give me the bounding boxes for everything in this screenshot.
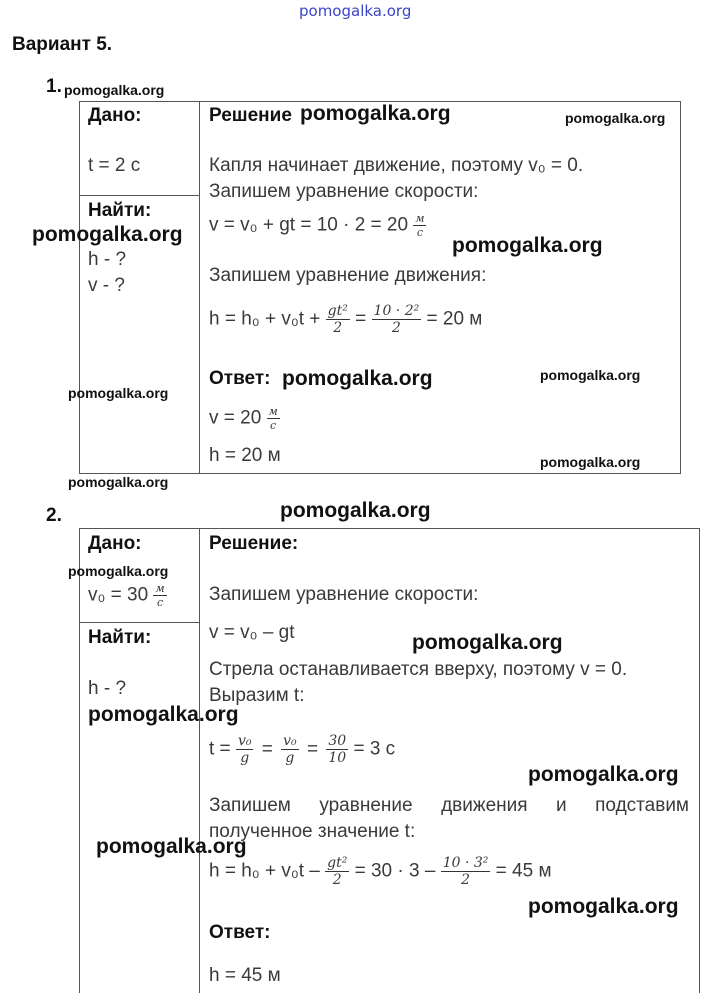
watermark: pomogalka.org xyxy=(540,454,641,470)
fraction-denominator: 2 xyxy=(391,320,401,336)
problem2-answer-label: Ответ: xyxy=(209,922,271,943)
fraction-denominator: 2 xyxy=(333,320,343,336)
watermark: pomogalka.org xyxy=(32,223,183,246)
page-title: Вариант 5. xyxy=(12,34,113,55)
watermark: pomogalka.org xyxy=(528,763,679,786)
equation-text: = xyxy=(355,308,367,330)
answer-text: v = 20 xyxy=(209,407,262,429)
watermark: pomogalka.org xyxy=(68,474,169,490)
problem2-find-h: h - ? xyxy=(88,678,127,699)
fraction-denominator: 2 xyxy=(461,872,470,888)
fraction-denominator: с xyxy=(416,226,423,239)
problem1-line3: Запишем уравнение движения: xyxy=(209,265,487,286)
problem2-line2: Стрела останавливается вверху, поэтому v = 0. xyxy=(209,659,628,680)
problem2-line4: Запишем уравнение движения и подставим xyxy=(209,795,689,816)
watermark: pomogalka.org xyxy=(540,367,641,383)
problem2-solution-label: Решение: xyxy=(209,533,299,554)
problem2-given-value xyxy=(88,582,167,609)
problem2-answer-h: h = 45 м xyxy=(209,965,281,986)
fraction xyxy=(326,733,348,766)
problem1-line2: Запишем уравнение скорости: xyxy=(209,181,479,202)
equation-text: h = h₀ + v₀t – xyxy=(209,860,320,882)
fraction-denominator: с xyxy=(156,596,164,609)
fraction-numerator: 30 xyxy=(328,733,347,749)
watermark: pomogalka.org xyxy=(528,895,679,918)
problem1-find-h: h - ? xyxy=(88,249,127,270)
fraction-numerator: м xyxy=(155,582,165,595)
problem1-answer-v xyxy=(209,405,280,432)
equation-text: h = h₀ + v₀t + xyxy=(209,308,321,330)
equation-text: = 30 · 3 – xyxy=(354,860,436,882)
fraction xyxy=(441,855,491,888)
watermark: pomogalka.org xyxy=(300,102,451,125)
fraction-numerator: v₀ xyxy=(237,733,252,749)
fraction-numerator: м xyxy=(415,212,425,225)
fraction-denominator: 10 xyxy=(328,750,347,766)
fraction-numerator: gt² xyxy=(327,855,348,871)
unit-fraction xyxy=(413,212,426,239)
fraction-numerator: м xyxy=(268,405,278,418)
watermark: pomogalka.org xyxy=(88,703,239,726)
watermark: pomogalka.org xyxy=(282,367,433,390)
watermark: pomogalka.org xyxy=(412,631,563,654)
problem2-find-label: Найти: xyxy=(88,627,152,648)
fraction-numerator: 10 · 3² xyxy=(442,855,489,871)
fraction-denominator: 2 xyxy=(332,872,342,888)
problem1-number: 1. xyxy=(46,76,62,97)
fraction xyxy=(236,733,254,766)
problem1-find-label: Найти: xyxy=(88,200,152,221)
fraction-denominator: g xyxy=(285,750,295,766)
fraction xyxy=(325,855,349,888)
equation-text: v = v₀ + gt = 10 · 2 = 20 xyxy=(209,214,409,236)
fraction xyxy=(281,733,299,766)
fraction-denominator: g xyxy=(240,750,250,766)
problem2-line1: Запишем уравнение скорости: xyxy=(209,584,479,605)
fraction-denominator: с xyxy=(270,419,277,432)
watermark: pomogalka.org xyxy=(280,499,431,522)
watermark: pomogalka.org xyxy=(452,234,603,257)
problem2-number: 2. xyxy=(46,505,62,526)
fraction-numerator: gt² xyxy=(327,303,348,319)
equation-text: = 45 м xyxy=(495,860,552,882)
problem2-line3: Выразим t: xyxy=(209,685,305,706)
problem2-line5: полученное значение t: xyxy=(209,821,416,842)
watermark: pomogalka.org xyxy=(565,110,666,126)
problem2-given-label: Дано: xyxy=(88,533,142,554)
problem1-answer-h: h = 20 м xyxy=(209,445,281,466)
problem1-line1: Капля начинает движение, поэтому v₀ = 0. xyxy=(209,155,584,176)
fraction xyxy=(326,303,350,336)
problem1-solution-label: Решение xyxy=(209,105,292,126)
given-text: v₀ = 30 xyxy=(88,584,149,606)
problem2-eq1: v = v₀ – gt xyxy=(209,622,295,643)
watermark-top: pomogalka.org xyxy=(299,2,412,20)
watermark: pomogalka.org xyxy=(96,835,247,858)
problem2-equation-motion xyxy=(209,855,552,888)
fraction-numerator: v₀ xyxy=(283,733,297,749)
watermark: pomogalka.org xyxy=(68,385,169,401)
equation-text: t = xyxy=(209,738,231,760)
problem1-given-value: t = 2 с xyxy=(88,155,141,176)
problem1-equation-velocity xyxy=(209,212,426,239)
equation-text: = 20 м xyxy=(426,308,483,330)
fraction-numerator: 10 · 2² xyxy=(373,303,420,319)
problem1-find-v: v - ? xyxy=(88,275,125,296)
watermark: pomogalka.org xyxy=(64,82,165,98)
fraction xyxy=(372,303,422,336)
watermark: pomogalka.org xyxy=(68,563,169,579)
unit-fraction xyxy=(267,405,280,432)
problem1-answer-label: Ответ: xyxy=(209,368,271,389)
unit-fraction xyxy=(153,582,166,609)
problem1-given-label: Дано: xyxy=(88,105,142,126)
equation-text: = 3 с xyxy=(353,738,396,760)
problem1-equation-motion xyxy=(209,303,482,336)
problem2-equation-time: t = $\frac{\text{v₀}}{g}$ = $\frac{\text{v₀}}{g}$ = $\frac{30}{10}$ = 3 с xyxy=(209,733,396,766)
